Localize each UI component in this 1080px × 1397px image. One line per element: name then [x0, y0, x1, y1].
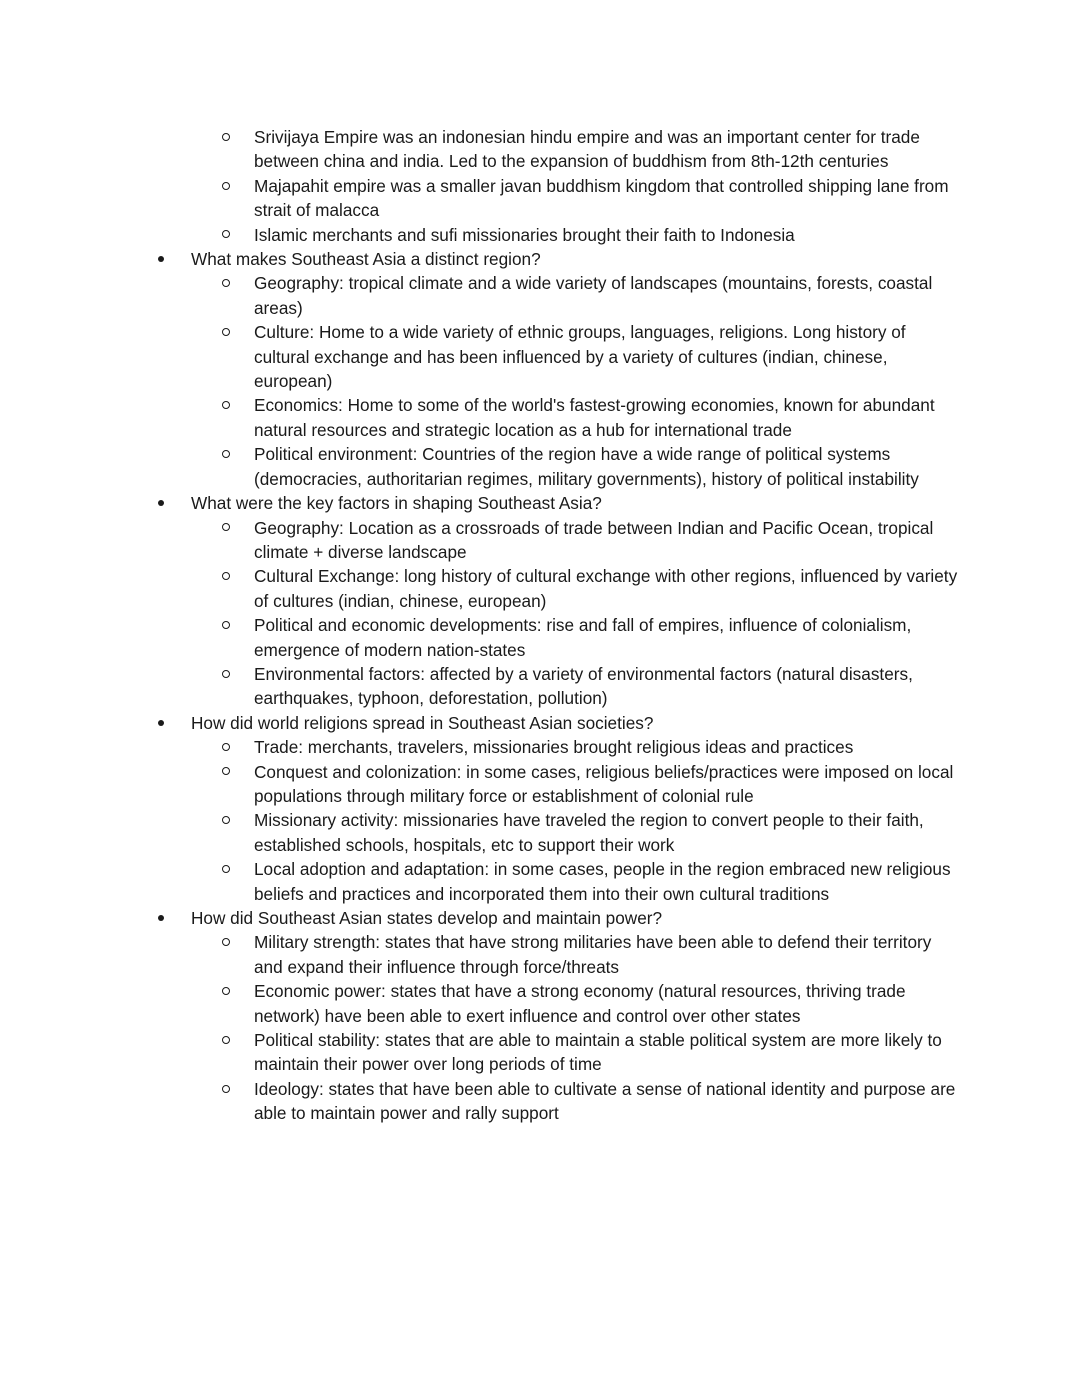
list-item — [0, 1028, 1080, 1077]
list-item-text: Trade: merchants, travelers, missionaries brought religious ideas and practices — [254, 737, 854, 758]
hollow-bullet-icon — [222, 735, 230, 759]
hollow-bullet-icon — [222, 613, 230, 637]
list-item — [0, 393, 1080, 442]
list-item — [0, 223, 1080, 247]
list-item-text: Political and economic developments: rise and fall of empires, influence of colonialism, emergence of modern nation-states — [254, 615, 912, 660]
hollow-bullet-icon — [222, 393, 230, 417]
question-text: What makes Southeast Asia a distinct region? — [191, 249, 541, 270]
list-item — [0, 662, 1080, 711]
list-item-text: Local adoption and adaptation: in some cases, people in the region embraced new religious beliefs and practices and incorporated them into their own cultural traditions — [254, 859, 951, 904]
document-body — [0, 125, 1080, 1126]
hollow-bullet-icon — [222, 1077, 230, 1101]
list-item-text: Economic power: states that have a strong economy (natural resources, thriving trade network) have been able to exert influence and control over other states — [254, 981, 906, 1026]
list-item — [0, 857, 1080, 906]
hollow-bullet-icon — [222, 271, 230, 295]
hollow-bullet-icon — [222, 662, 230, 686]
list-item — [0, 516, 1080, 565]
solid-bullet-icon — [158, 711, 164, 735]
list-item-text: Cultural Exchange: long history of cultural exchange with other regions, influenced by variety of cultures (indian, chinese, european) — [254, 566, 958, 611]
hollow-bullet-icon — [222, 223, 230, 247]
hollow-bullet-icon — [222, 760, 230, 784]
hollow-bullet-icon — [222, 320, 230, 344]
list-item-text: Political environment: Countries of the region have a wide range of political systems (democracies, authoritarian regimes, military governments), history of political instability — [254, 444, 919, 489]
list-item-text: Majapahit empire was a smaller javan buddhism kingdom that controlled shipping lane from strait of malacca — [254, 175, 949, 221]
list-item — [0, 271, 1080, 320]
hollow-bullet-icon — [222, 808, 230, 832]
hollow-bullet-icon — [222, 125, 230, 149]
solid-bullet-icon — [158, 491, 164, 515]
list-item — [0, 613, 1080, 662]
hollow-bullet-icon — [222, 174, 230, 198]
section-question — [0, 491, 1080, 515]
question-text: How did world religions spread in Southeast Asian societies? — [191, 712, 654, 733]
question-text: How did Southeast Asian states develop and maintain power? — [191, 908, 663, 928]
list-item — [0, 735, 1080, 759]
list-item — [0, 1077, 1080, 1126]
list-item-text: Environmental factors: affected by a variety of environmental factors (natural disasters, earthquakes, typhoon, deforestation, pollution) — [254, 663, 913, 709]
section-question — [0, 247, 1080, 271]
list-item — [0, 174, 1080, 223]
hollow-bullet-icon — [222, 1028, 230, 1052]
list-item-text: Military strength: states that have strong militaries have been able to defend their territory and expand their influence through force/threats — [254, 932, 932, 977]
list-item-text: Islamic merchants and sufi missionaries brought their faith to Indonesia — [254, 224, 795, 245]
list-item — [0, 760, 1080, 809]
list-item-text: Geography: Location as a crossroads of trade between Indian and Pacific Ocean, tropical climate + diverse landscape — [254, 517, 934, 562]
list-item — [0, 808, 1080, 857]
list-item-text: Srivijaya Empire was an indonesian hindu empire and was an important center for trade between china and india. Led to the expansion of buddhism from 8th-12th centuries — [254, 127, 920, 172]
hollow-bullet-icon — [222, 857, 230, 881]
hollow-bullet-icon — [222, 930, 230, 954]
list-item-text: Political stability: states that are able to maintain a stable political system are more likely to maintain their power over long periods of time — [254, 1030, 942, 1075]
list-item-text: Culture: Home to a wide variety of ethnic groups, languages, religions. Long history of cultural exchange and has been influenced by a variety of cultures (indian, chinese, european) — [254, 322, 906, 392]
list-item — [0, 442, 1080, 491]
list-item-text: Conquest and colonization: in some cases, religious beliefs/practices were imposed on local populations through military force or establishment of colonial rule — [254, 761, 954, 806]
hollow-bullet-icon — [222, 979, 230, 1003]
solid-bullet-icon — [158, 247, 164, 271]
list-item — [0, 320, 1080, 393]
hollow-bullet-icon — [222, 564, 230, 588]
solid-bullet-icon — [158, 906, 164, 930]
list-item-text: Economics: Home to some of the world's fastest-growing economies, known for abundant natural resources and strategic location as a hub for international trade — [254, 395, 935, 440]
list-item-text: Missionary activity: missionaries have traveled the region to convert people to their faith, established schools, hospitals, etc to support their work — [254, 810, 924, 855]
list-item — [0, 979, 1080, 1028]
section-question — [0, 711, 1080, 735]
list-item — [0, 930, 1080, 979]
question-text: What were the key factors in shaping Southeast Asia? — [191, 493, 602, 514]
section-question — [0, 906, 1080, 930]
list-item — [0, 125, 1080, 174]
list-item-text: Geography: tropical climate and a wide variety of landscapes (mountains, forests, coastal areas) — [254, 273, 933, 318]
list-item-text: Ideology: states that have been able to cultivate a sense of national identity and purpose are able to maintain power and rally support — [254, 1078, 956, 1124]
hollow-bullet-icon — [222, 442, 230, 466]
hollow-bullet-icon — [222, 516, 230, 540]
list-item — [0, 564, 1080, 613]
